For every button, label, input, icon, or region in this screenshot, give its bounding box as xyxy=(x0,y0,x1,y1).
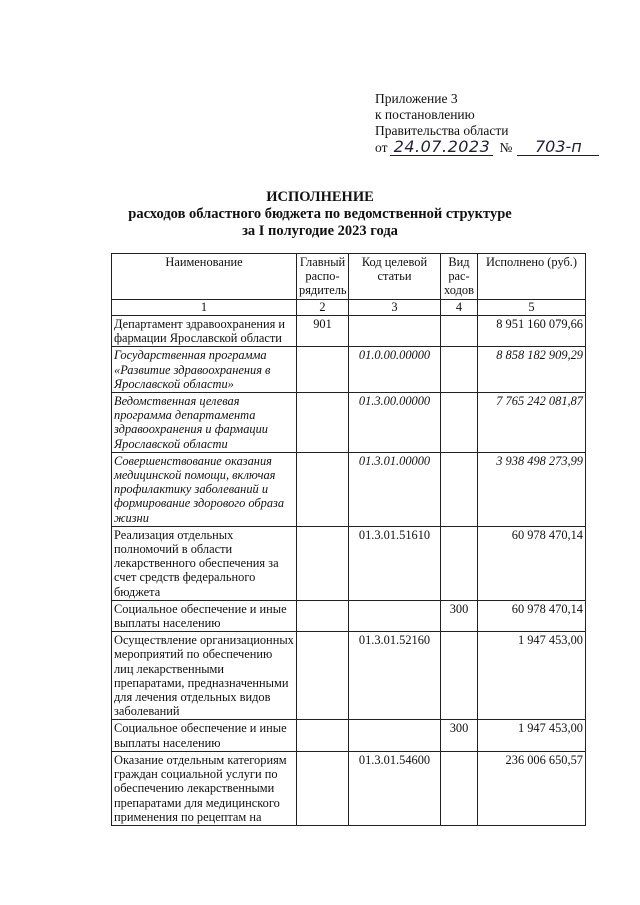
table-row xyxy=(112,720,586,751)
row-code: 01.3.01.52160 xyxy=(349,632,441,720)
row-amount: 60 978 470,14 xyxy=(478,600,586,631)
resolution-date-number xyxy=(375,139,615,156)
appendix-line-3: Правительства области xyxy=(375,123,509,138)
header-executed: Исполнено (руб.) xyxy=(478,254,586,300)
row-manager xyxy=(297,751,349,825)
row-manager xyxy=(297,347,349,393)
row-type: 300 xyxy=(441,720,478,751)
row-manager xyxy=(297,393,349,453)
row-amount: 3 938 498 273,99 xyxy=(478,452,586,526)
title-line-3: за I полугодие 2023 года xyxy=(242,223,398,239)
row-type: 300 xyxy=(441,600,478,631)
table-header-row xyxy=(112,254,586,300)
header-manager: Главный распо-рядитель xyxy=(297,254,349,300)
table-row xyxy=(112,751,586,825)
row-manager xyxy=(297,720,349,751)
row-manager xyxy=(297,632,349,720)
row-name: Департамент здравоохранения и фармации Ярославской области xyxy=(112,316,297,347)
column-number: 4 xyxy=(441,300,478,316)
column-number: 5 xyxy=(478,300,586,316)
row-name: Осуществление организационных мероприятий по обеспечению лиц лекарственными препаратами, предназначенными для лечения отдельных видов заболеваний xyxy=(112,632,297,720)
table-row xyxy=(112,632,586,720)
title-line-1: ИСПОЛНЕНИЕ xyxy=(266,189,374,205)
row-code: 01.3.01.54600 xyxy=(349,751,441,825)
row-code: 01.3.01.00000 xyxy=(349,452,441,526)
row-amount: 7 765 242 081,87 xyxy=(478,393,586,453)
row-name: Социальное обеспечение и иные выплаты населению xyxy=(112,720,297,751)
column-number: 3 xyxy=(349,300,441,316)
from-label: от xyxy=(375,140,388,155)
row-type xyxy=(441,632,478,720)
header-name: Наименование xyxy=(112,254,297,300)
row-code: 01.3.00.00000 xyxy=(349,393,441,453)
row-manager: 901 xyxy=(297,316,349,347)
row-amount: 8 951 160 079,66 xyxy=(478,316,586,347)
row-name: Социальное обеспечение и иные выплаты населению xyxy=(112,600,297,631)
appendix-line-2: к постановлению xyxy=(375,107,475,122)
header-code: Код целевой статьи xyxy=(349,254,441,300)
row-manager xyxy=(297,452,349,526)
header-type: Вид рас-ходов xyxy=(441,254,478,300)
row-amount: 1 947 453,00 xyxy=(478,720,586,751)
row-name: Совершенствование оказания медицинской помощи, включая профилактику заболеваний и формирование здорового образа жизни xyxy=(112,452,297,526)
row-type xyxy=(441,393,478,453)
row-type xyxy=(441,316,478,347)
row-code xyxy=(349,600,441,631)
row-type xyxy=(441,751,478,825)
table-row xyxy=(112,393,586,453)
column-number: 2 xyxy=(297,300,349,316)
row-type xyxy=(441,347,478,393)
row-amount: 1 947 453,00 xyxy=(478,632,586,720)
document-title xyxy=(0,189,640,240)
row-manager xyxy=(297,526,349,600)
table-row xyxy=(112,452,586,526)
table-row xyxy=(112,526,586,600)
row-amount: 60 978 470,14 xyxy=(478,526,586,600)
appendix-line-1: Приложение 3 xyxy=(375,91,458,106)
resolution-number: 703-п xyxy=(517,139,599,156)
table-row xyxy=(112,600,586,631)
expenditure-table xyxy=(111,253,586,826)
row-name: Государственная программа «Развитие здравоохранения в Ярославской области» xyxy=(112,347,297,393)
title-line-2: расходов областного бюджета по ведомственной структуре xyxy=(128,206,512,222)
appendix-block xyxy=(375,91,615,156)
column-number-row xyxy=(112,300,586,316)
table-row xyxy=(112,316,586,347)
resolution-date: 24.07.2023 xyxy=(390,139,493,156)
row-name: Оказание отдельным категориям граждан социальной услуги по обеспечению лекарственными препаратами для медицинского применения по рецептам на xyxy=(112,751,297,825)
row-code: 01.3.01.51610 xyxy=(349,526,441,600)
row-manager xyxy=(297,600,349,631)
row-name: Ведомственная целевая программа департамента здравоохранения и фармации Ярославской области xyxy=(112,393,297,453)
table-row xyxy=(112,347,586,393)
row-amount: 236 006 650,57 xyxy=(478,751,586,825)
column-number: 1 xyxy=(112,300,297,316)
row-code: 01.0.00.00000 xyxy=(349,347,441,393)
row-amount: 8 858 182 909,29 xyxy=(478,347,586,393)
row-code xyxy=(349,720,441,751)
number-label: № xyxy=(499,140,513,155)
row-type xyxy=(441,452,478,526)
row-name: Реализация отдельных полномочий в области лекарственного обеспечения за счет средств федерального бюджета xyxy=(112,526,297,600)
row-type xyxy=(441,526,478,600)
row-code xyxy=(349,316,441,347)
